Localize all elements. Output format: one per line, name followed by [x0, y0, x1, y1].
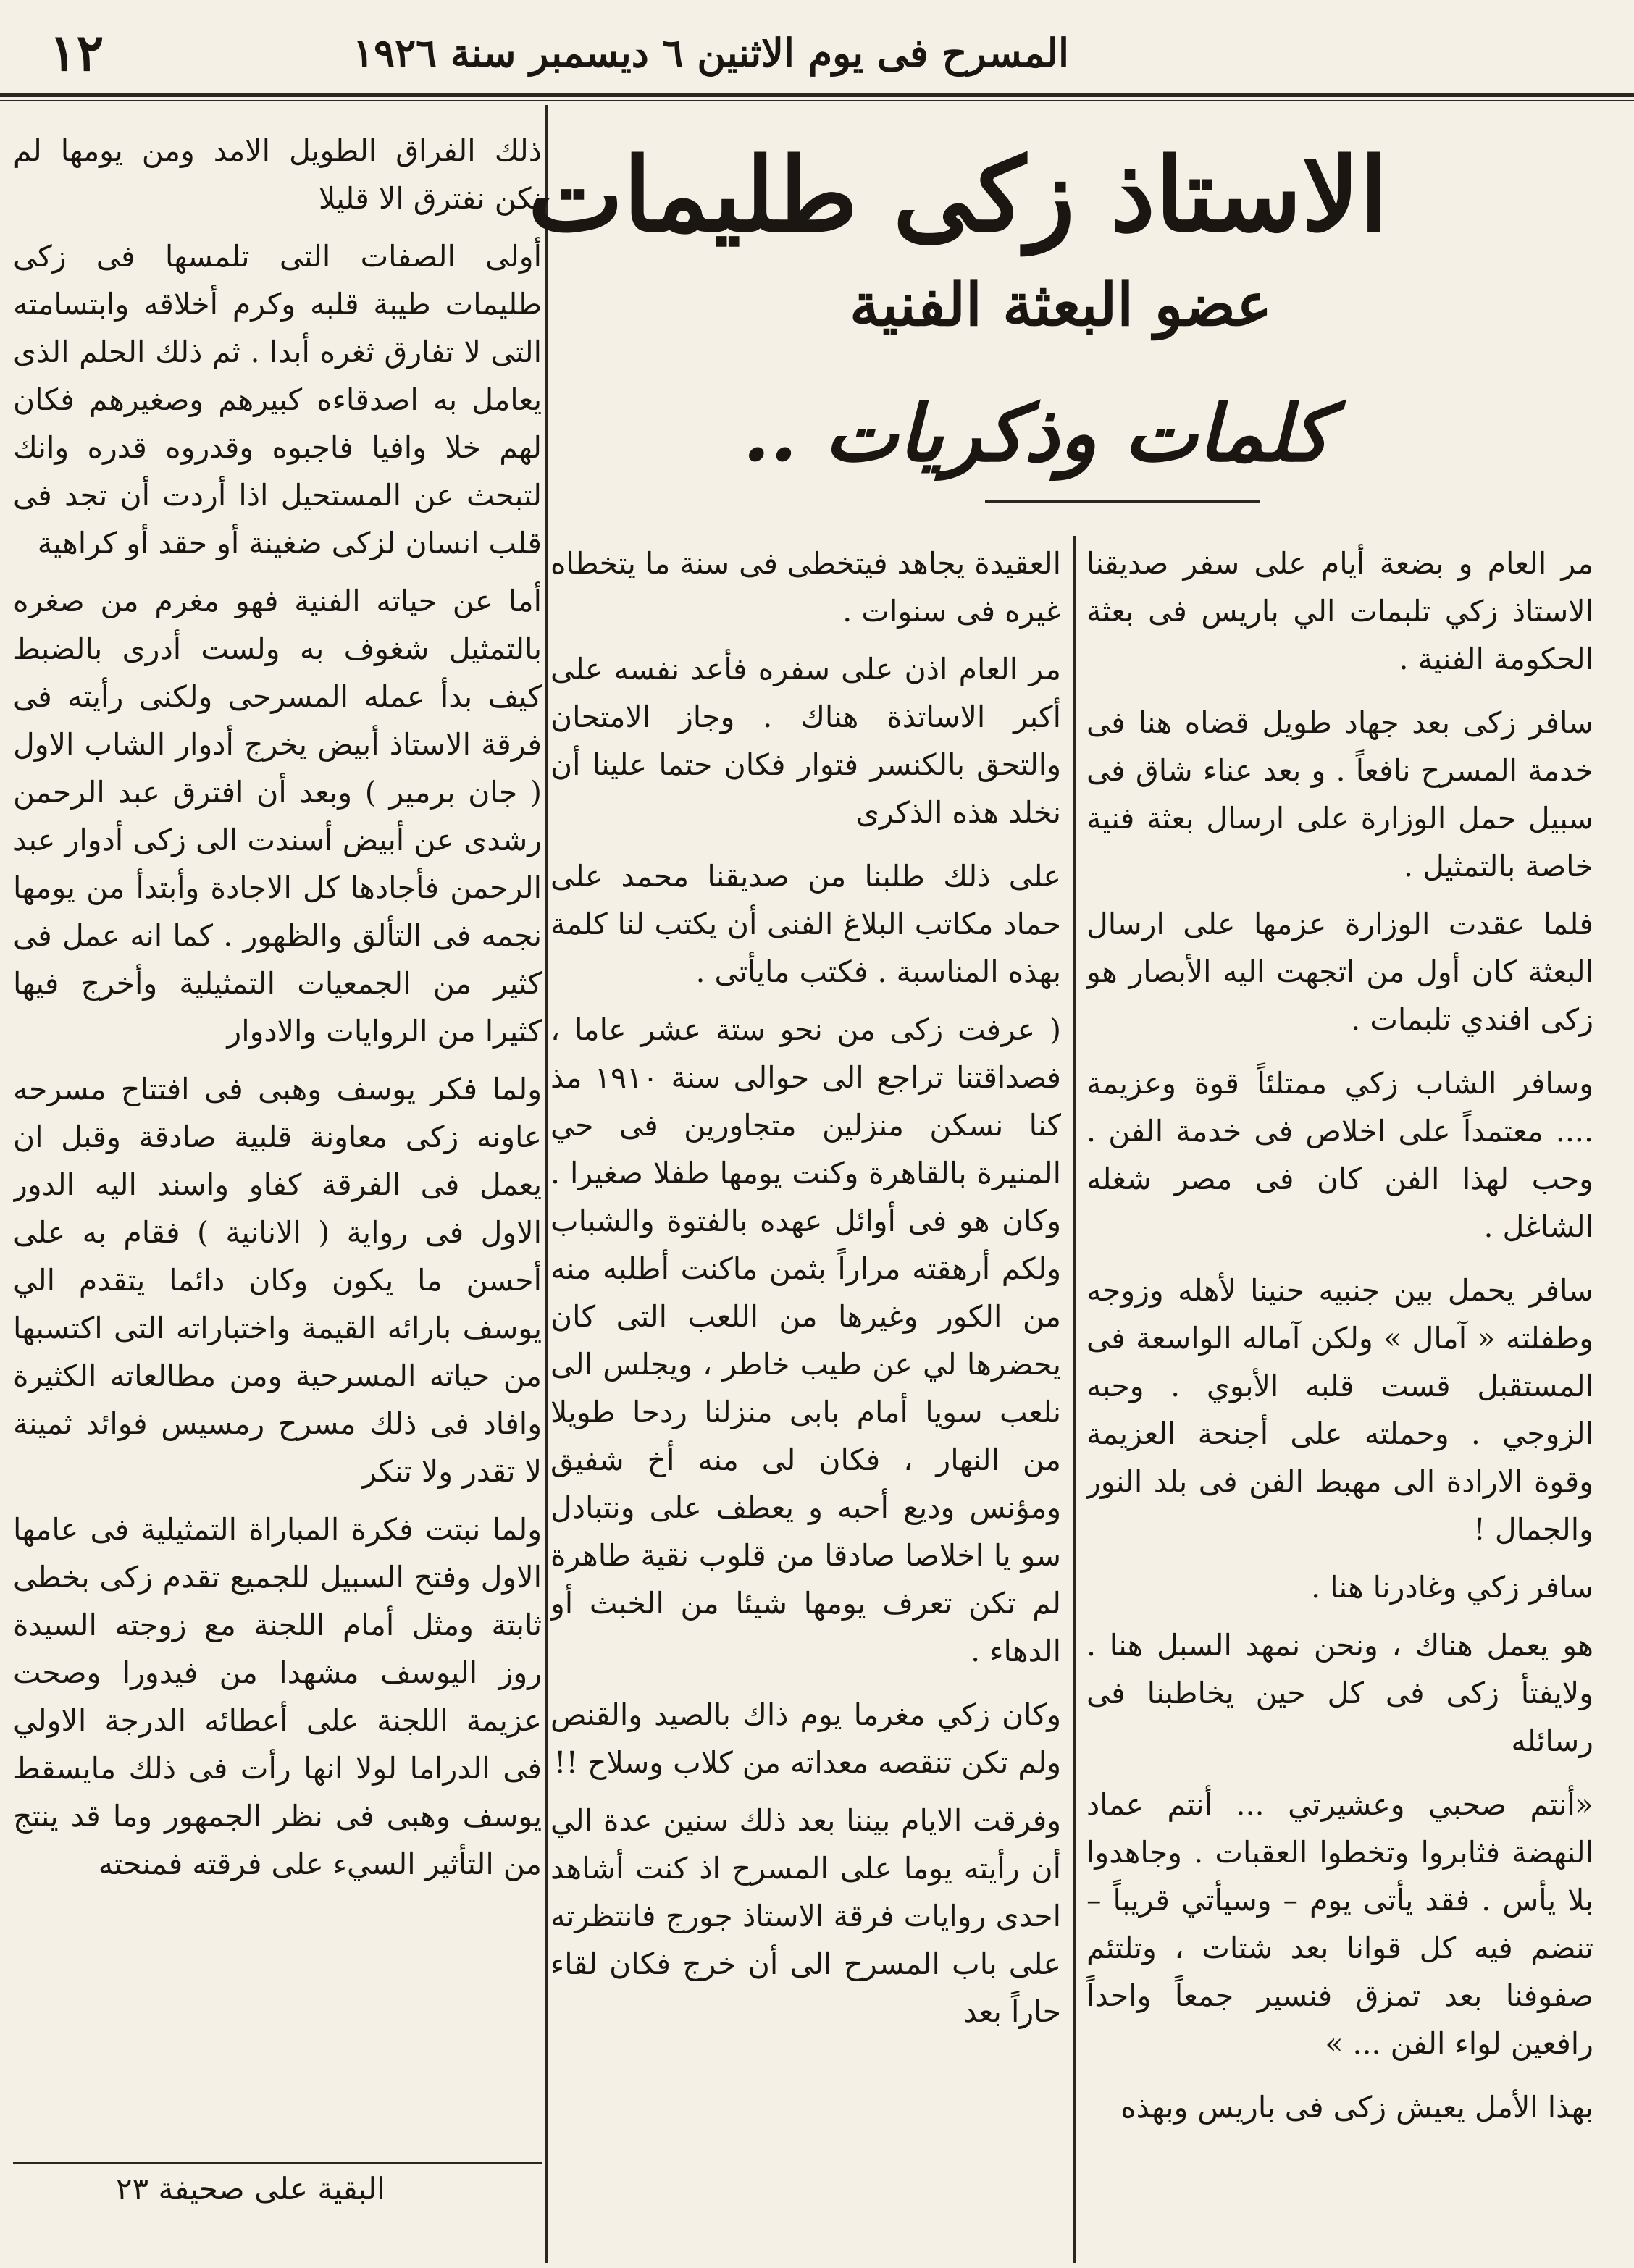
header-rule-thin — [0, 100, 1634, 101]
paragraph: هو يعمل هناك ، ونحن نمهد السبل هنا . ولايفتأ زكى فى كل حين يخاطبنا فى رسائله — [1086, 1628, 1593, 1758]
article-column-left — [13, 127, 542, 2162]
paragraph: أولى الصفات التى تلمسها فى زكى طليمات طيبة قلبه وكرم أخلاقه وابتسامته التى لا تفارق ثغره أبدا . ثم ذلك الحلم الذى يعامل به اصدقاءه كبيرهم وصغيرهم فكان لهم خلا وافيا فاجبوه وقدروه قدره وانك لتبحث عن المستحيل اذا أردت أن تجد فى قلب انسان لزكى ضغينة أو حقد أو كراهية — [13, 239, 542, 560]
paragraph: سافر زكى بعد جهاد طويل قضاه هنا فى خدمة المسرح نافعاً . و بعد عناء شاق فى سبيل حمل الوزارة على ارسال بعثة فنية خاصة بالتمثيل . — [1086, 705, 1593, 883]
paragraph: «أنتم صحبي وعشيرتي ... أنتم عماد النهضة فثابروا وتخطوا العقبات . وجاهدوا بلا يأس . فقد يأتى يوم – وسيأتي قريباً – تنضم فيه كل قوانا بعد شتات ، وتلتئم صفوفنا بعد تمزق فنسير جمعاً واحداً رافعين لواء الفن ... » — [1086, 1787, 1593, 2061]
paragraph: العقيدة يجاهد فيتخطى فى سنة ما يتخطاه غيره فى سنوات . — [550, 546, 1061, 629]
paragraph: ولما فكر يوسف وهبى فى افتتاح مسرحه عاونه زكى معاونة قلبية صادقة وقبل ان يعمل فى الفرقة كفاو واسند اليه الدور الاول فى رواية ( الانانية ) فقام به على أحسن ما يكون وكان دائما يتقدم الي يوسف بارائه القيمة واختباراته التى اكتسبها من حياته المسرحية ومن مطالعاته الكثيرة وافاد فى ذلك مسرح رمسيس فوائد ثمينة لا تقدر ولا تنكر — [13, 1072, 542, 1489]
article-title: الاستاذ زكى طليمات — [527, 136, 1388, 255]
page-header — [0, 0, 1634, 94]
column-divider-main — [545, 105, 548, 2263]
header-rule — [0, 93, 1634, 97]
paragraph: سافر زكي وغادرنا هنا . — [1311, 1570, 1593, 1605]
paragraph: ذلك الفراق الطويل الامد ومن يومها لم نكن نفترق الا قليلا — [13, 133, 542, 216]
paragraph: سافر يحمل بين جنبيه حنينا لأهله وزوجه وطفلته « آمال » ولكن آماله الواسعة فى المستقبل قست قلبه الأبوي . وحبه الزوجي . وحملته على أجنحة العزيمة وقوة الارادة الى مهبط الفن فى بلد النور والجمال ! — [1086, 1273, 1593, 1547]
continued-note: البقية على صحيفة ٢٣ — [116, 2171, 385, 2206]
page-number: ١٢ — [49, 22, 104, 83]
article-column-middle — [550, 539, 1061, 2256]
paragraph: أما عن حياته الفنية فهو مغرم من صغره بالتمثيل شغوف به ولست أدرى بالضبط كيف بدأ عمله المسرحى ولكنى رأيته فى فرقة الاستاذ أبيض يخرج أدوار الشاب الاول ( جان برمير ) وبعد أن افترق عبد الرحمن رشدى عن أبيض أسندت الى زكى أدوار عبد الرحمن فأجادها كل الاجادة وأبتدأ من يومها نجمه فى التألق والظهور . كما انه عمل فى كثير من الجمعيات التمثيلية وأخرج فيها كثيرا من الروايات والادوار — [13, 584, 542, 1049]
paragraph: ولما نبتت فكرة المباراة التمثيلية فى عامها الاول وفتح السبيل للجميع تقدم زكى بخطى ثابتة ومثل أمام اللجنة مع زوجته السيدة روز اليوسف مشهدا من فيدورا وصحت عزيمة اللجنة على أعطائه الدرجة الاولي فى الدراما لولا انها رأت فى ذلك مايسقط يوسف وهبى فى نظر الجمهور وما قد ينتج من التأثير السيء على فرقته فمنحته — [13, 1512, 542, 1881]
paragraph: مر العام اذن على سفره فأعد نفسه على أكبر الاساتذة هناك . وجاز الامتحان والتحق بالكنسر فتوار فكان حتما علينا أن نخلد هذه الذكرى — [550, 652, 1061, 830]
article-subtitle: عضو البعثة الفنية — [850, 270, 1272, 340]
paragraph: ( عرفت زكى من نحو ستة عشر عاما ، فصداقتنا تراجع الى حوالى سنة ١٩١٠ مذ كنا نسكن منزلين متجاورين فى حي المنيرة بالقاهرة وكنت يومها طفلا صغيرا . وكان هو فى أوائل عهده بالفتوة والشباب ولكم أرهقته مراراً بثمن ماكنت أطلبه منه من الكور وغيرها من اللعب التى كان يحضرها لي عن طيب خاطر ، ويجلس الى نلعب سويا أمام بابى منزلنا ردحا طويلا من النهار ، فكان لى منه أخ شفيق ومؤنس وديع أحبه و يعطف على ونتبادل سو يا اخلاصا صادقا من قلوب نقية طاهرة لم تكن تعرف يومها شيئا من الخبث أو الدهاء . — [550, 1012, 1061, 1668]
article-subheading: كلمات وذكريات .. — [742, 388, 1330, 479]
title-rule — [985, 500, 1260, 503]
paragraph: وسافر الشاب زكي ممتلئاً قوة وعزيمة .... معتمداً على اخلاص فى خدمة الفن . وحب لهذا الفن كان فى مصر شغله الشاغل . — [1086, 1066, 1593, 1244]
paragraph: فلما عقدت الوزارة عزمها على ارسال البعثة كان أول من اتجهت اليه الأبصار هو زكى افندي تلبمات . — [1086, 907, 1593, 1037]
paragraph: وكان زكي مغرما يوم ذاك بالصيد والقنص ولم تكن تنقصه معداته من كلاب وسلاح !! — [550, 1697, 1061, 1780]
column-divider-inner — [1073, 536, 1076, 2263]
paragraph: وفرقت الايام بيننا بعد ذلك سنين عدة الي أن رأيته يوما على المسرح اذ كنت أشاهد احدى روايات فرقة الاستاذ جورج فانتظرته على باب المسرح الى أن خرج فكان لقاء حاراً بعد — [550, 1803, 1061, 2029]
paragraph: بهذا الأمل يعيش زكى فى باريس وبهذه — [1120, 2090, 1593, 2125]
paragraph: على ذلك طلبنا من صديقنا محمد على حماد مكاتب البلاغ الفنى أن يكتب لنا كلمة بهذه المناسبة . فكتب مايأتى . — [550, 859, 1061, 989]
continued-rule — [13, 2162, 542, 2164]
header-title: المسرح فى يوم الاثنين ٦ ديسمبر سنة ١٩٢٦ — [353, 30, 1069, 76]
article-column-right — [1086, 539, 1593, 2256]
paragraph: مر العام و بضعة أيام على سفر صديقنا الاستاذ زكي تلبمات الي باريس فى بعثة الحكومة الفنية . — [1086, 546, 1593, 676]
